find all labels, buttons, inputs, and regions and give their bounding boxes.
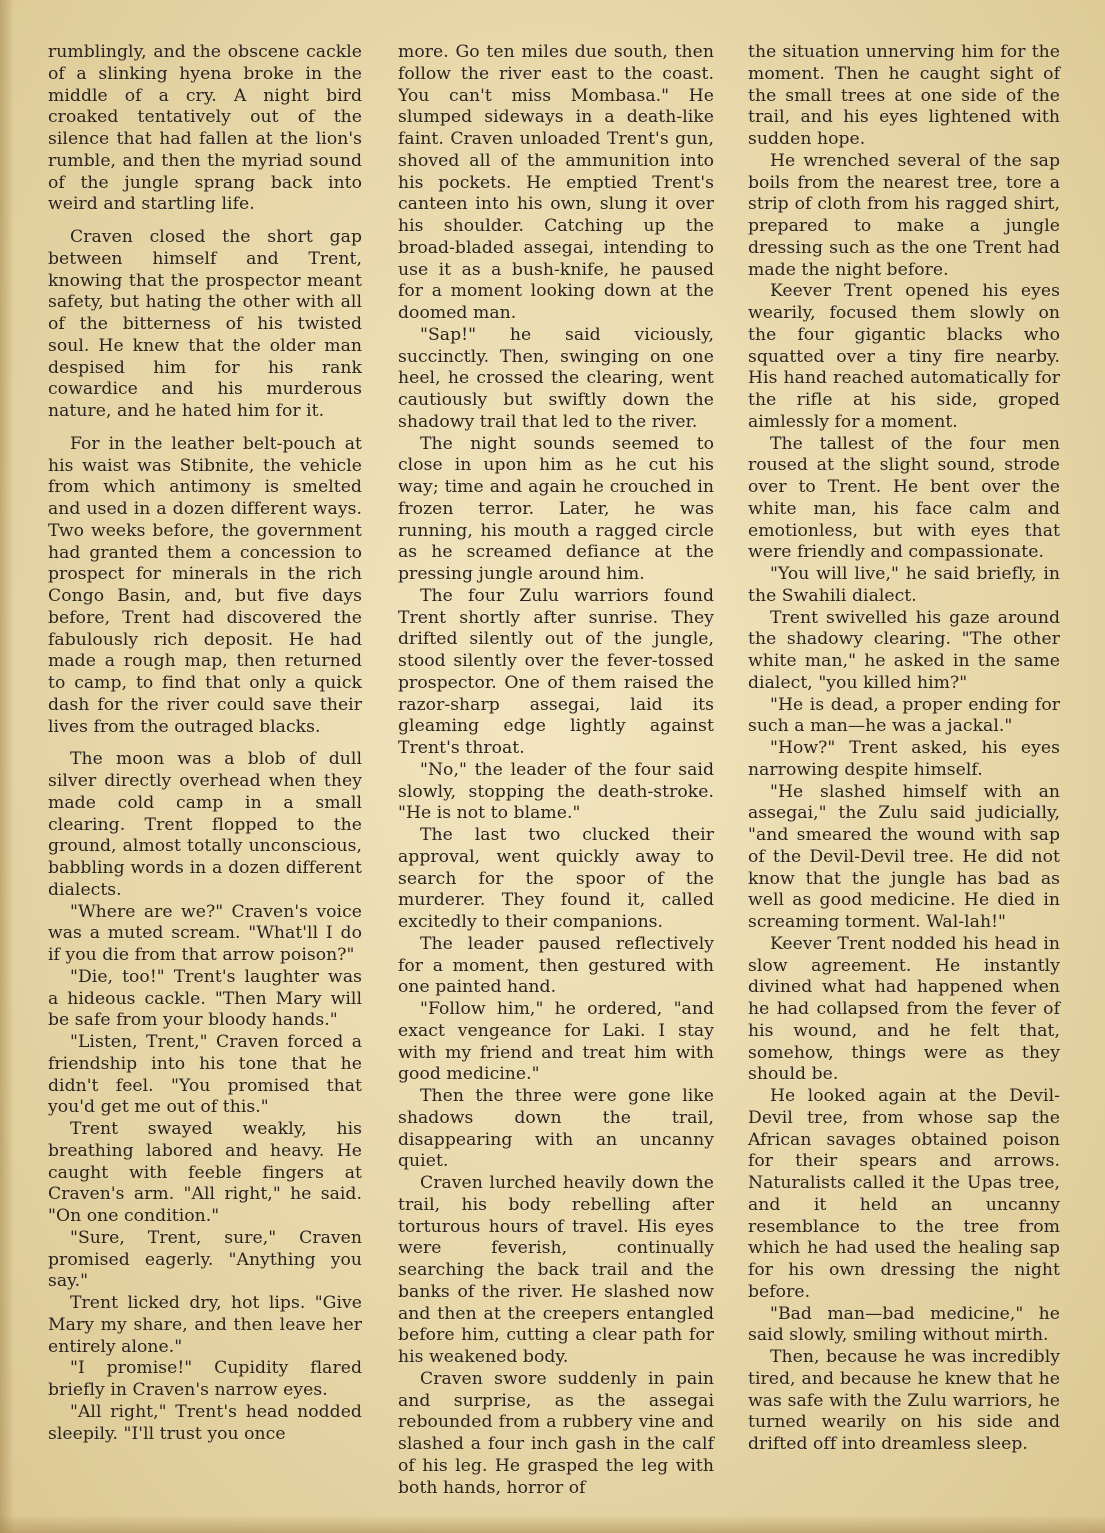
paragraph: He looked again at the Devil-Devil tree, from whose sap the African savages obtained poison for their spears and arrows. Naturalists called it the Upas tree, and it held an uncanny resemblance to the tree from which he had used the healing sap for his own dressing the night before. <box>748 1086 1060 1302</box>
page-bottom-shadow <box>0 1515 1105 1533</box>
paragraph: "I promise!" Cupidity flared briefly in Craven's narrow eyes. <box>48 1358 362 1400</box>
paragraph: Keever Trent nodded his head in slow agreement. He instantly divined what had happened when he had collapsed from the fever of his wound, and he felt that, somehow, things were as they should be. <box>748 933 1060 1085</box>
paragraph: "Sure, Trent, sure," Craven promised eagerly. "Anything you say." <box>48 1227 362 1292</box>
paragraph: Craven closed the short gap between himself and Trent, knowing that the prospector meant safety, but hating the other with all of the bitterness of his twisted soul. He knew that the older man despised him for his rank cowardice and his murderous nature, and he hated him for it. <box>48 227 362 421</box>
paragraph: Craven swore suddenly in pain and surprise, as the assegai rebounded from a rubbery vine and slashed a four inch gash in the calf of his leg. He grasped the leg with both hands, horror of <box>398 1368 714 1498</box>
paragraph: more. Go ten miles due south, then follow the river east to the coast. You can't miss Mombasa." He slumped sideways in a death-like faint. Craven unloaded Trent's gun, shoved all of the ammunition into his pockets. He emptied Trent's canteen into his own, slung it over his shoulder. Catching up the broad-bladed assegai, intending to use it as a bush-knife, he paused for a moment looking down at the doomed man. <box>398 42 714 323</box>
text-column-2 <box>398 42 714 1499</box>
paragraph: Trent licked dry, hot lips. "Give Mary my share, and then leave her entirely alone." <box>48 1293 362 1357</box>
paragraph: the situation unnerving him for the moment. Then he caught sight of the small trees at one side of the trail, and his eyes lightened with sudden hope. <box>748 42 1060 149</box>
paragraph: The four Zulu warriors found Trent shortly after sunrise. They drifted silently out of the jungle, stood silently over the fever-tossed prospector. One of them raised the razor-sharp assegai, laid its gleaming edge lightly against Trent's throat. <box>398 585 714 758</box>
paragraph: Then the three were gone like shadows down the trail, disappearing with an uncanny quiet. <box>398 1086 714 1172</box>
paragraph: "Listen, Trent," Craven forced a friendship into his tone that he didn't feel. "You promised that you'd get me out of this." <box>48 1032 362 1118</box>
paragraph: Trent swayed weakly, his breathing labored and heavy. He caught with feeble fingers at Craven's arm. "All right," he said. "On one condition." <box>48 1119 362 1226</box>
paragraph: rumblingly, and the obscene cackle of a slinking hyena broke in the middle of a cry. A night bird croaked tentatively out of the silence that had fallen at the lion's rumble, and then the myriad sound of the jungle sprang back into weird and startling life. <box>48 42 362 215</box>
text-column-1 <box>48 42 362 1445</box>
paragraph: The night sounds seemed to close in upon him as he cut his way; time and again he crouched in frozen terror. Later, he was running, his mouth a ragged circle as he screamed defiance at the pressing jungle around him. <box>398 433 714 584</box>
text-column-3 <box>748 42 1060 1456</box>
paragraph: "Die, too!" Trent's laughter was a hideous cackle. "Then Mary will be safe from your bloody hands." <box>48 966 362 1031</box>
paragraph: Keever Trent opened his eyes wearily, focused them slowly on the four gigantic blacks who squatted over a tiny fire nearby. His hand reached automatically for the rifle at his side, groped aimlessly for a moment. <box>748 281 1060 432</box>
paragraph: "Sap!" he said viciously, succinctly. Then, swinging on one heel, he crossed the clearing, went cautiously but swiftly down the shadowy trail that led to the river. <box>398 324 714 432</box>
paragraph: "He is dead, a proper ending for such a man—he was a jackal." <box>748 694 1060 737</box>
paragraph: For in the leather belt-pouch at his waist was Stibnite, the vehicle from which antimony is smelted and used in a dozen different ways. Two weeks before, the government had granted them a concession to prospect for minerals in the rich Congo Basin, and, but five days before, Trent had discovered the fabulously rich deposit. He had made a rough map, then returned to camp, to find that only a quick dash for the river could save their lives from the outraged blacks. <box>48 433 362 737</box>
page-edge-shadow <box>0 0 14 1533</box>
paragraph: "Bad man—bad medicine," he said slowly, smiling without mirth. <box>748 1303 1060 1346</box>
paragraph: He wrenched several of the sap boils from the nearest tree, tore a strip of cloth from his ragged shirt, prepared to make a jungle dressing such as the one Trent had made the night before. <box>748 150 1060 280</box>
paragraph: "All right," Trent's head nodded sleepily. "I'll trust you once <box>48 1401 362 1444</box>
paragraph: The moon was a blob of dull silver directly overhead when they made cold camp in a small clearing. Trent flopped to the ground, almost totally unconscious, babbling words in a dozen different dialects. <box>48 749 362 900</box>
paragraph: "You will live," he said briefly, in the Swahili dialect. <box>748 564 1060 606</box>
paragraph: "No," the leader of the four said slowly, stopping the death-stroke. "He is not to blame." <box>398 759 714 824</box>
paragraph: "Where are we?" Craven's voice was a muted scream. "What'll I do if you die from that arrow poison?" <box>48 901 362 965</box>
paragraph: The last two clucked their approval, went quickly away to search for the spoor of the murderer. They found it, called excitedly to their companions. <box>398 825 714 932</box>
paragraph: The leader paused reflectively for a moment, then gestured with one painted hand. <box>398 933 714 998</box>
paragraph: "How?" Trent asked, his eyes narrowing despite himself. <box>748 738 1060 780</box>
paragraph: The tallest of the four men roused at the slight sound, strode over to Trent. He bent over the white man, his face calm and emotionless, but with eyes that were friendly and compassionate. <box>748 433 1060 563</box>
paragraph: Trent swivelled his gaze around the shadowy clearing. "The other white man," he asked in the same dialect, "you killed him?" <box>748 607 1060 693</box>
paragraph: Then, because he was incredibly tired, and because he knew that he was safe with the Zulu warriors, he turned wearily on his side and drifted off into dreamless sleep. <box>748 1347 1060 1454</box>
paragraph: Craven lurched heavily down the trail, his body rebelling after torturous hours of travel. His eyes were feverish, continually searching the back trail and the banks of the river. He slashed now and then at the creepers entangled before him, cutting a clear path for his weakened body. <box>398 1173 714 1367</box>
paragraph: "Follow him," he ordered, "and exact vengeance for Laki. I stay with my friend and treat him with good medicine." <box>398 999 714 1085</box>
paragraph: "He slashed himself with an assegai," the Zulu said judicially, "and smeared the wound with sap of the Devil-Devil tree. He did not know that the jungle has bad as well as good medicine. He died in screaming torment. Wal-lah!" <box>748 781 1060 932</box>
